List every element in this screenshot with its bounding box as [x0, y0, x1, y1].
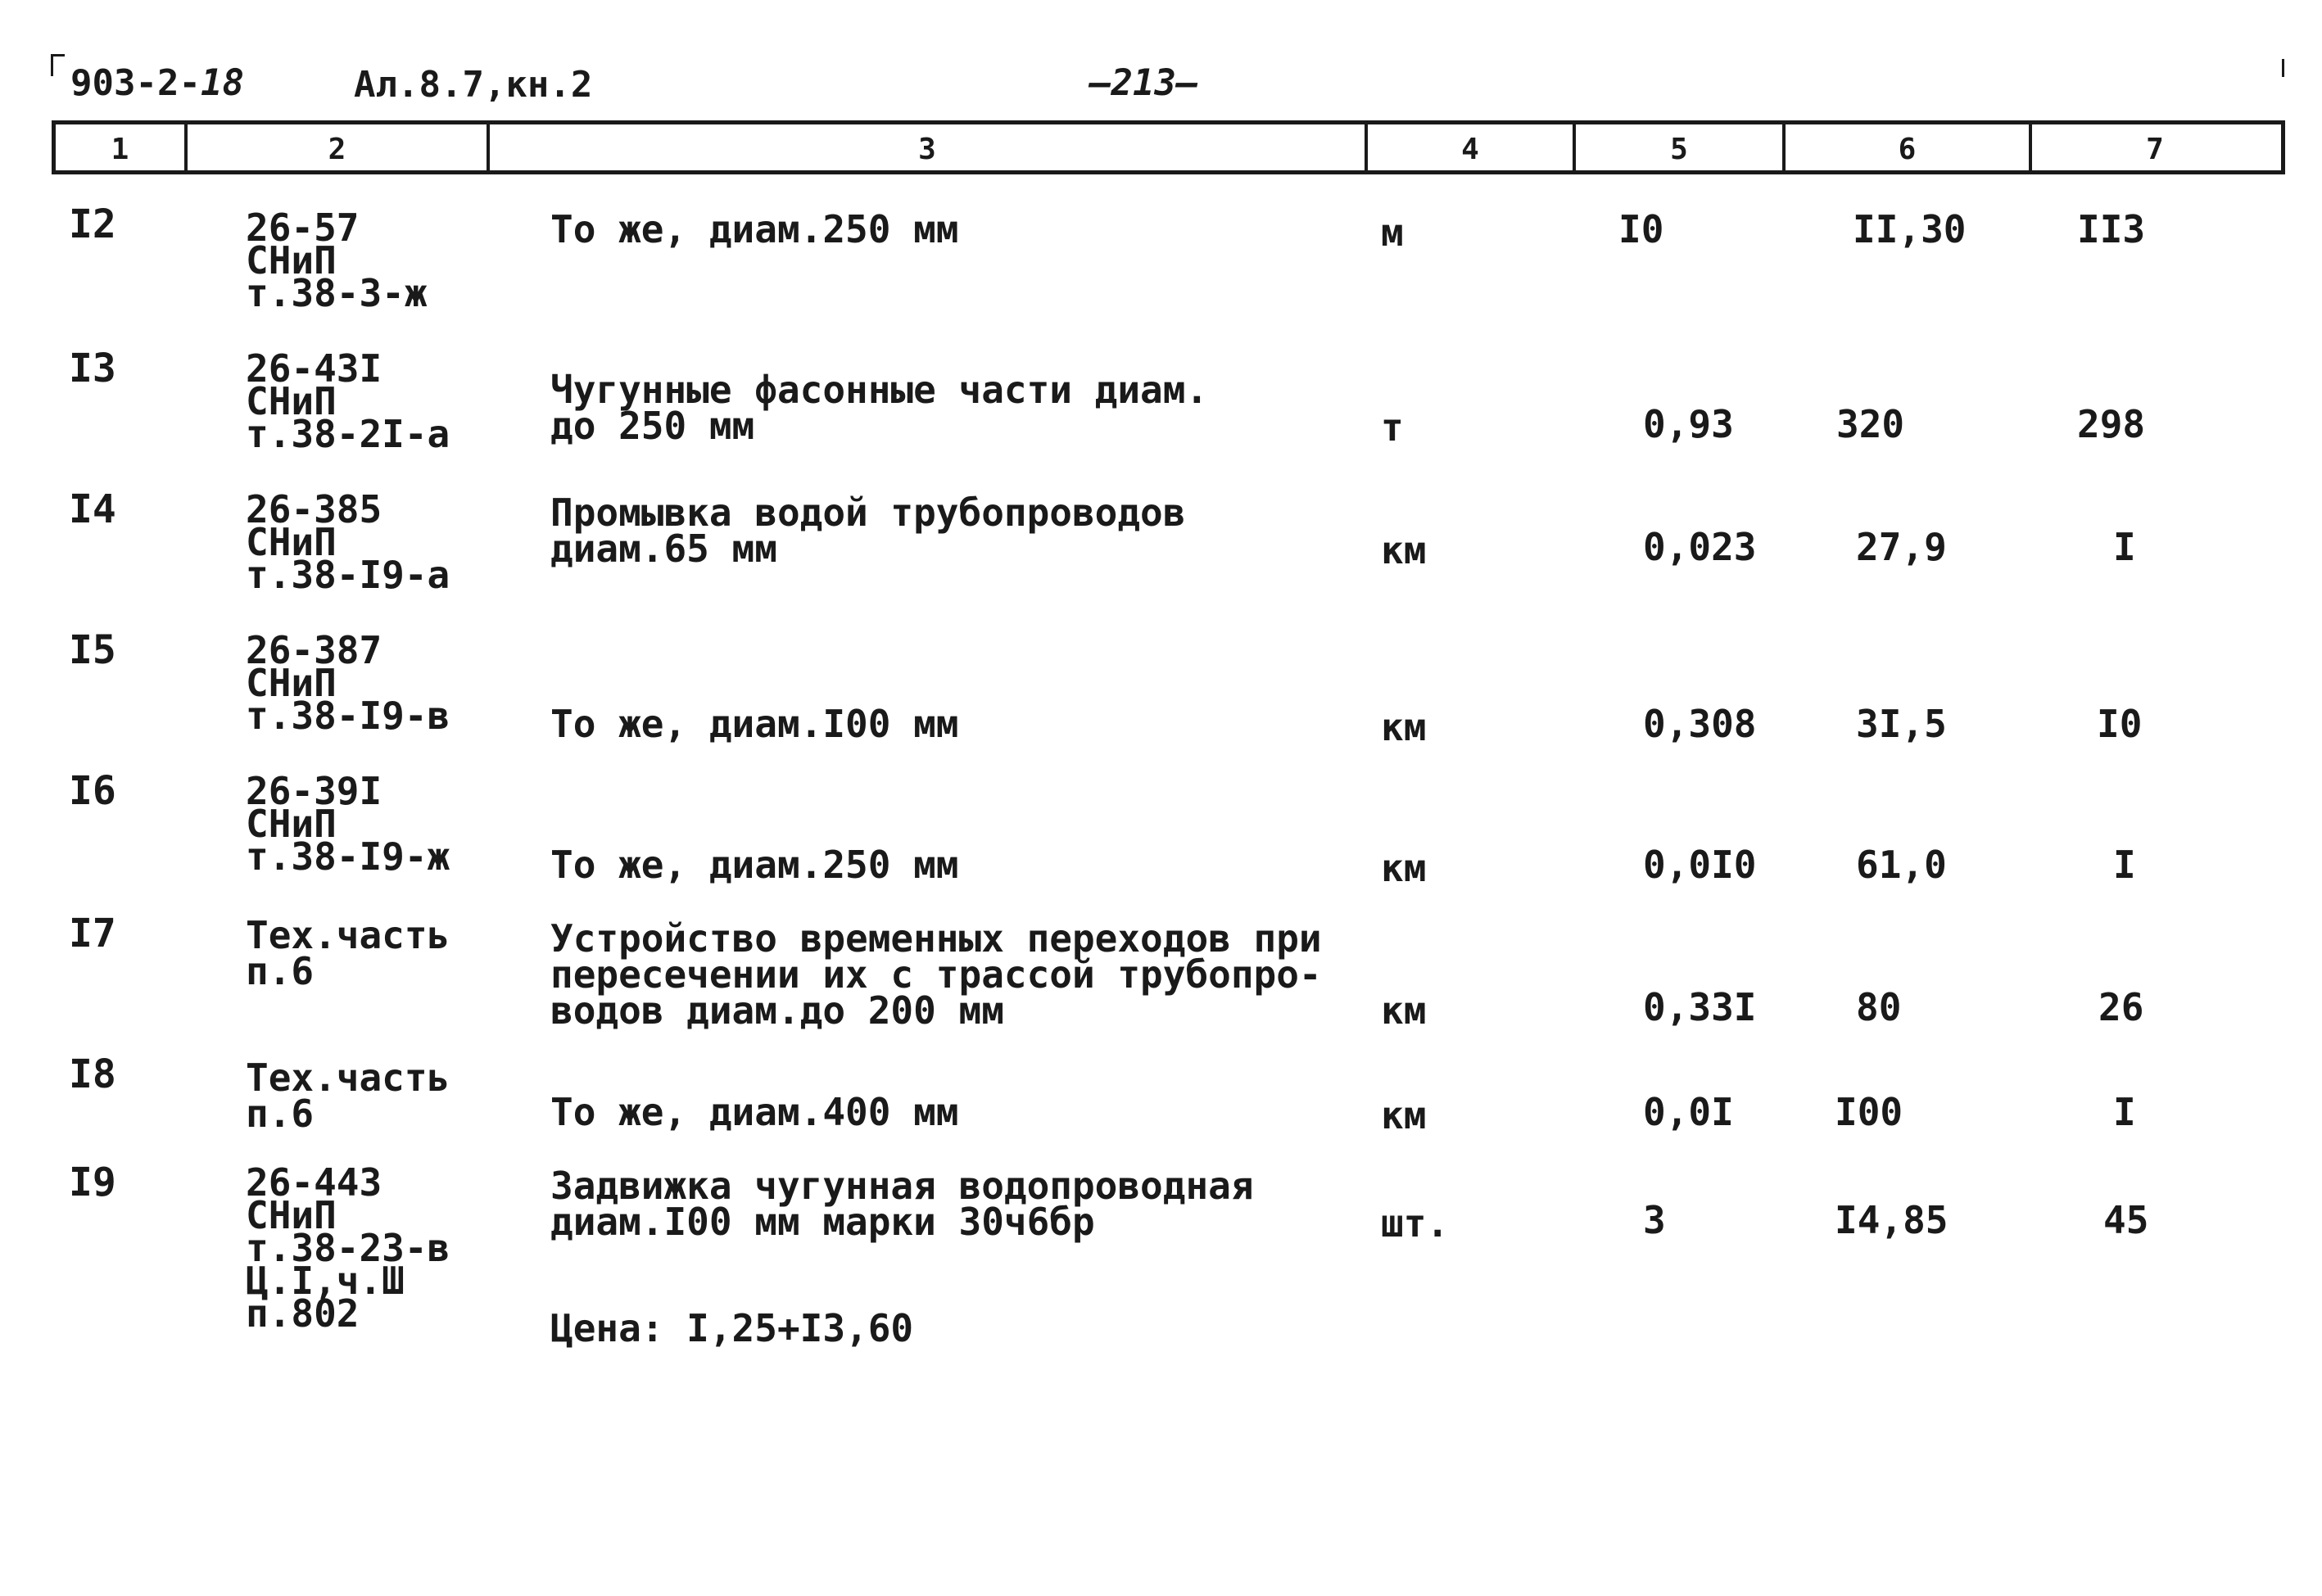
description-line: Чугунные фасонные части диам.: [550, 368, 1209, 412]
document-code-prefix: 903-2-: [70, 62, 201, 104]
column-number-4: 4: [1461, 133, 1479, 166]
page-number: —213—: [1089, 62, 1198, 104]
reference-line: 26-443: [246, 1160, 382, 1205]
row-number: I5: [69, 627, 116, 673]
reference-line: т.38-2I-а: [246, 412, 450, 456]
reference-line: п.6: [246, 1092, 315, 1136]
row-description: [550, 843, 959, 887]
reference-line: п.802: [246, 1291, 360, 1336]
reference-line: т.38-3-ж: [246, 271, 428, 315]
row-description: [550, 916, 1322, 1033]
description-line: Устройство временных переходов при: [550, 916, 1322, 961]
row-unit-price: I00: [1835, 1090, 1903, 1134]
row-quantity: 3: [1643, 1198, 1666, 1242]
reference-line: СНиП: [246, 1193, 337, 1237]
column-number-5: 5: [1670, 133, 1688, 166]
row-reference: [246, 1160, 450, 1336]
reference-line: т.38-23-в: [246, 1226, 450, 1270]
reference-line: 26-39I: [246, 769, 382, 813]
row-number: I6: [69, 768, 116, 814]
row-description: [550, 1090, 959, 1134]
reference-line: СНиП: [246, 238, 337, 283]
row-unit: т: [1381, 405, 1404, 450]
row-unit-price: 320: [1836, 402, 1905, 446]
description-line: диам.65 мм: [550, 527, 777, 571]
row-number: I3: [69, 346, 116, 391]
description-line: То же, диам.250 мм: [550, 843, 959, 887]
row-total: I0: [2097, 702, 2143, 746]
description-line: водов диам.до 200 мм: [550, 988, 1004, 1033]
margin-tick: [2282, 59, 2284, 77]
row-unit-price: 3I,5: [1856, 702, 1947, 746]
album-reference: Ал.8.7,кн.2: [354, 64, 593, 106]
description-line: Промывка водой трубопроводов: [550, 491, 1186, 535]
row-number: I8: [69, 1051, 116, 1097]
row-quantity: 0,33I: [1643, 985, 1757, 1029]
document-code: [70, 62, 244, 104]
row-total: 298: [2077, 402, 2146, 446]
row-quantity: I0: [1618, 207, 1664, 251]
column-number-1: 1: [111, 133, 129, 166]
column-number-7: 7: [2146, 133, 2164, 166]
row-number: I9: [69, 1160, 116, 1205]
row-reference: [246, 346, 450, 456]
row-total: 26: [2098, 985, 2144, 1029]
description-line: То же, диам.250 мм: [550, 207, 959, 251]
reference-line: т.38-I9-в: [246, 694, 450, 738]
row-total: I: [2113, 525, 2136, 569]
row-description: [550, 368, 1209, 448]
row-number: I4: [69, 486, 116, 532]
row-unit: км: [1381, 846, 1427, 890]
reference-line: СНиП: [246, 661, 337, 705]
row-price-note: Цена: I,25+I3,60: [550, 1306, 914, 1350]
description-line: диам.I00 мм марки 30ч6бр: [550, 1200, 1095, 1244]
row-unit: шт.: [1381, 1201, 1450, 1246]
description-line: То же, диам.400 мм: [550, 1090, 959, 1134]
corner-mark: [51, 54, 65, 76]
row-reference: [246, 1056, 450, 1136]
row-description: [550, 702, 959, 746]
reference-line: 26-57: [246, 206, 360, 250]
row-unit-price: 80: [1856, 985, 1902, 1029]
reference-line: 26-43I: [246, 346, 382, 391]
column-number-6: 6: [1898, 133, 1917, 166]
column-number-bar: [52, 120, 2285, 174]
row-reference: [246, 913, 450, 993]
row-reference: [246, 769, 450, 879]
reference-line: Ц.I,ч.Ш: [246, 1259, 405, 1303]
reference-line: 26-385: [246, 487, 382, 531]
reference-line: СНиП: [246, 379, 337, 423]
description-line: Задвижка чугунная водопроводная: [550, 1164, 1254, 1208]
row-reference: [246, 206, 428, 315]
reference-line: т.38-I9-а: [246, 553, 450, 597]
row-unit: км: [1381, 705, 1427, 749]
reference-line: п.6: [246, 949, 315, 993]
row-description: [550, 1164, 1254, 1244]
row-reference: [246, 487, 450, 597]
row-quantity: 0,93: [1643, 402, 1734, 446]
row-unit: км: [1381, 528, 1427, 572]
row-unit: м: [1381, 210, 1404, 255]
row-quantity: 0,0I: [1643, 1090, 1734, 1134]
row-number: I2: [69, 201, 116, 247]
row-unit-price: I4,85: [1835, 1198, 1949, 1242]
row-description: [550, 207, 959, 251]
document-code-suffix: 18: [200, 62, 244, 104]
row-unit-price: 27,9: [1856, 525, 1947, 569]
row-total: II3: [2077, 207, 2146, 251]
description-line: до 250 мм: [550, 404, 755, 448]
column-number-2: 2: [328, 133, 346, 166]
reference-line: СНиП: [246, 802, 337, 846]
reference-line: Тех.часть: [246, 913, 450, 957]
reference-line: СНиП: [246, 520, 337, 564]
row-unit-price: II,30: [1853, 207, 1967, 251]
row-unit: км: [1381, 988, 1427, 1033]
row-description: [550, 491, 1186, 571]
reference-line: Тех.часть: [246, 1056, 450, 1100]
column-number-3: 3: [918, 133, 936, 166]
reference-line: 26-387: [246, 628, 382, 672]
row-reference: [246, 628, 450, 738]
row-total: 45: [2103, 1198, 2149, 1242]
description-line: То же, диам.I00 мм: [550, 702, 959, 746]
row-unit: км: [1381, 1093, 1427, 1137]
row-unit-price: 61,0: [1856, 843, 1947, 887]
row-total: I: [2113, 843, 2136, 887]
row-number: I7: [69, 911, 116, 956]
reference-line: т.38-I9-ж: [246, 834, 450, 879]
row-total: I: [2113, 1090, 2136, 1134]
row-quantity: 0,023: [1643, 525, 1757, 569]
row-quantity: 0,0I0: [1643, 843, 1757, 887]
row-quantity: 0,308: [1643, 702, 1757, 746]
description-line: пересечении их с трассой трубопро-: [550, 952, 1322, 997]
